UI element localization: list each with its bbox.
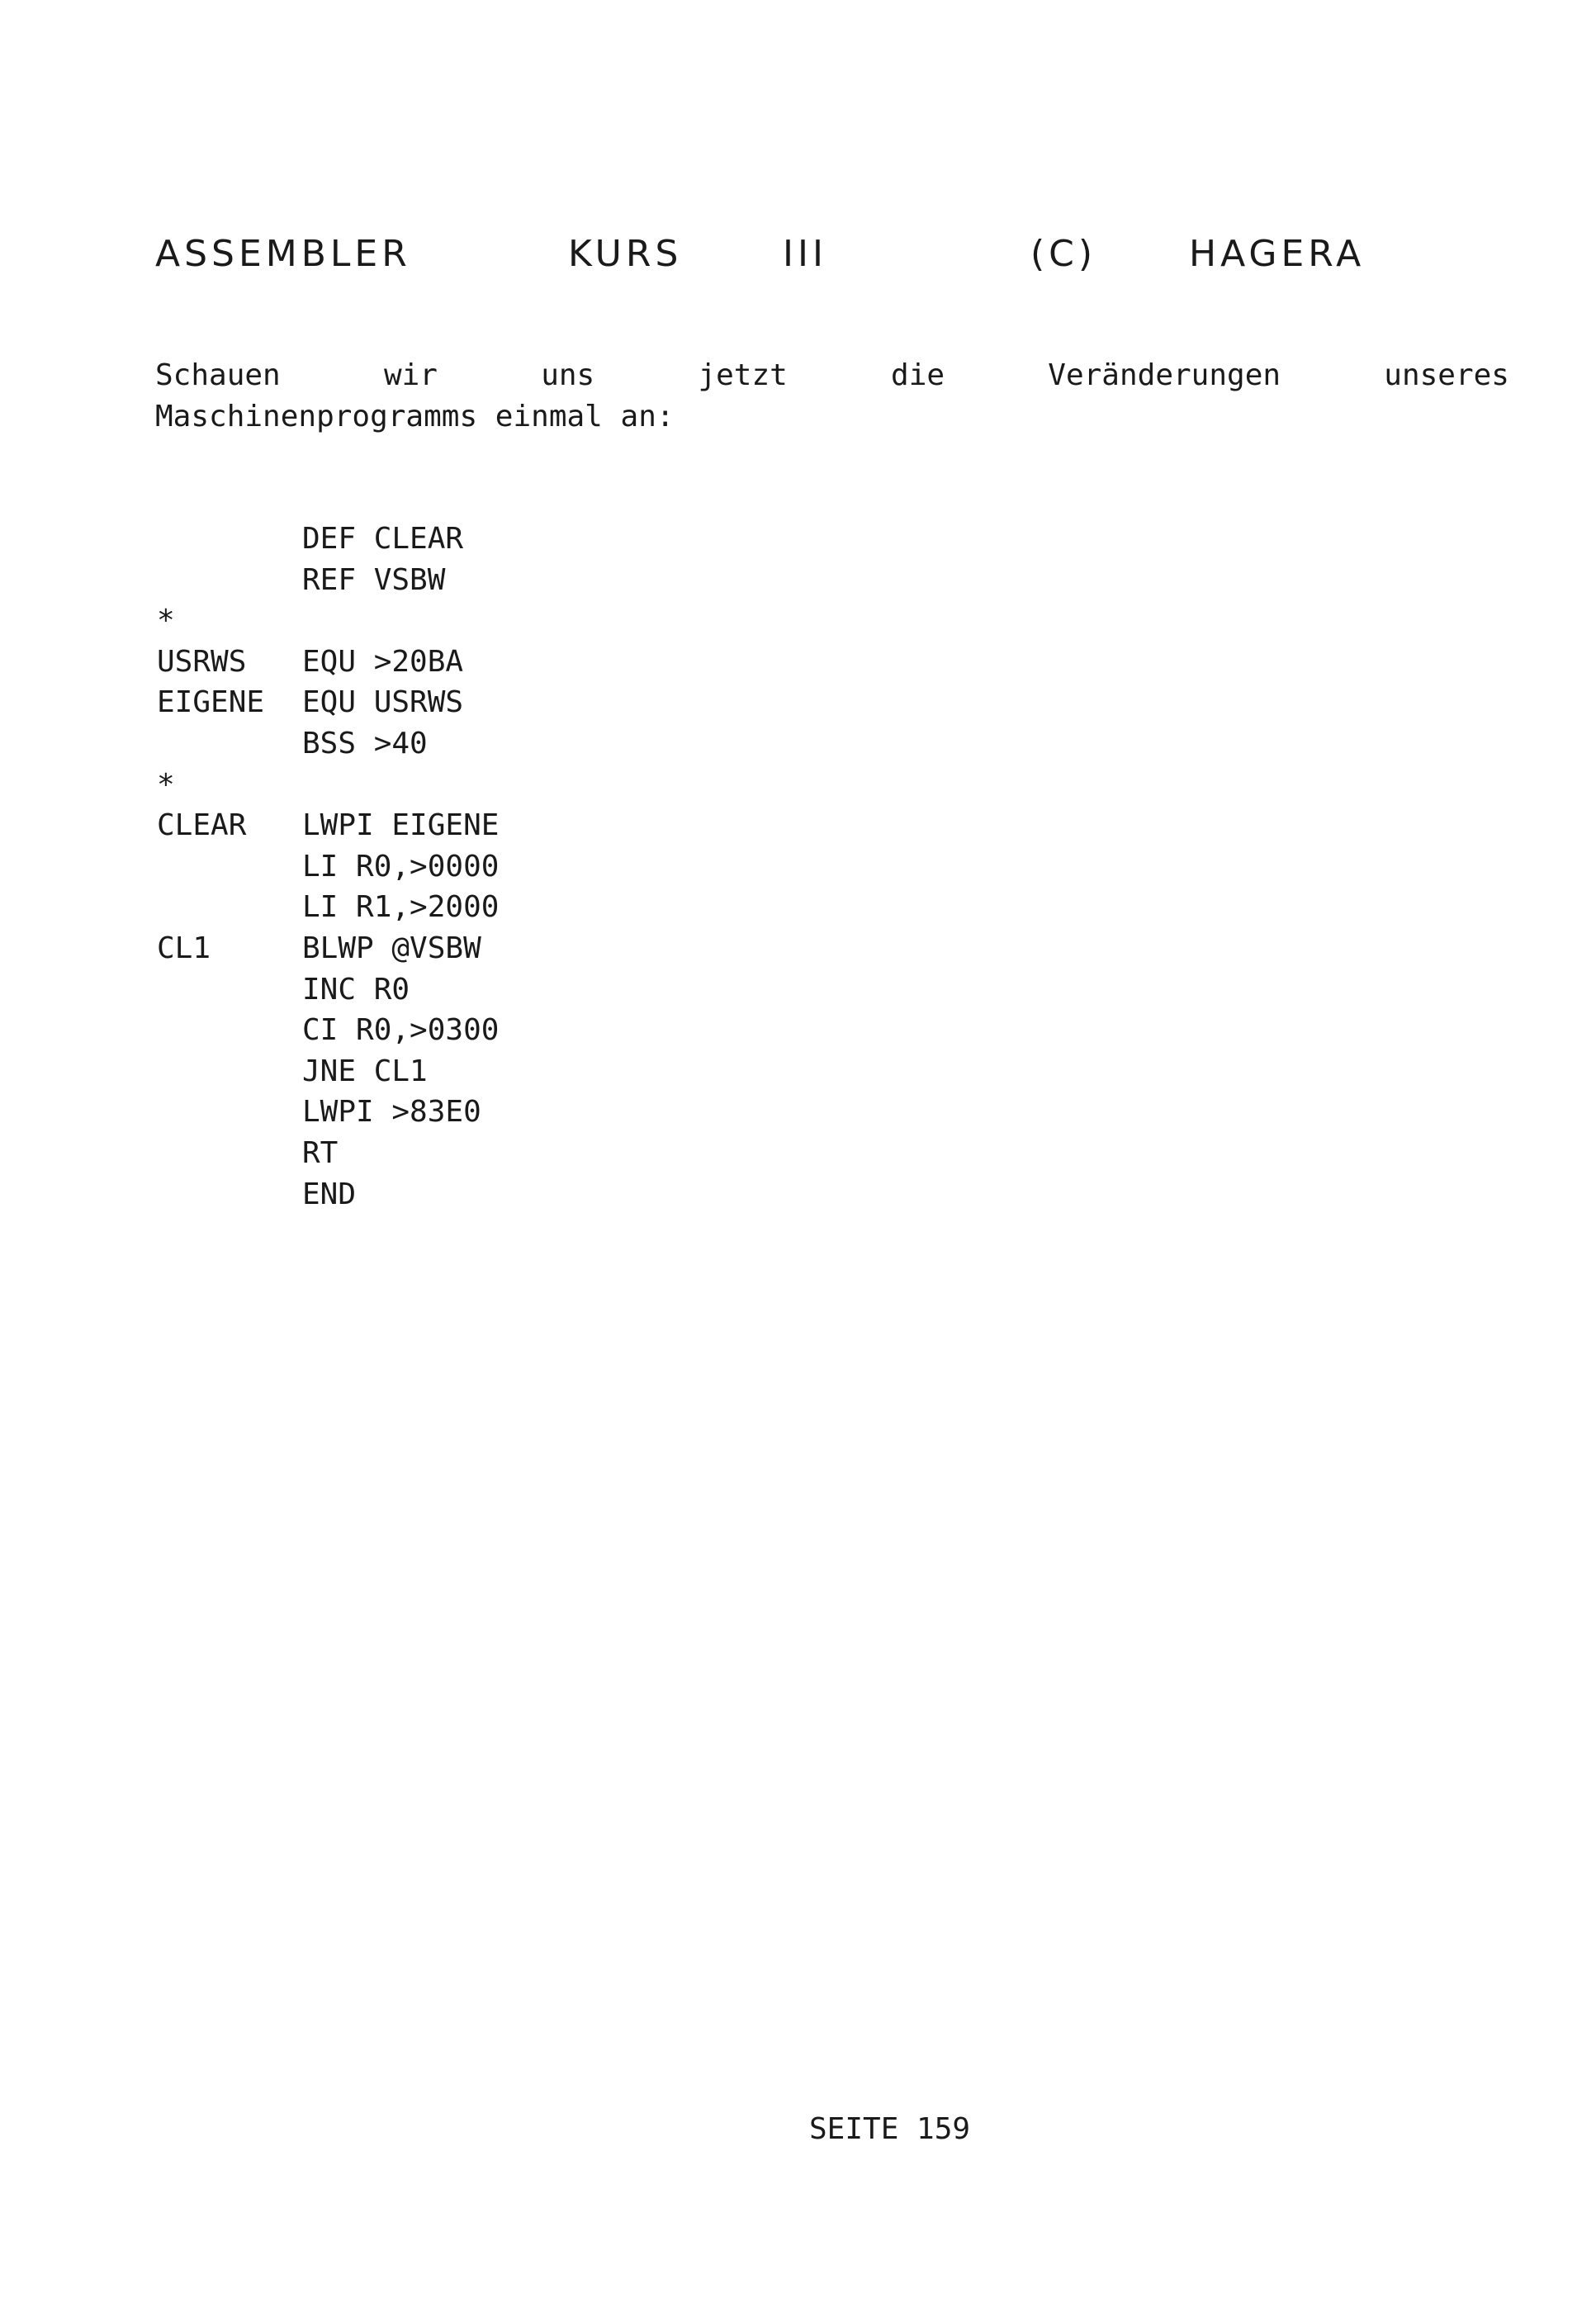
- header-author: HAGERA: [1189, 233, 1366, 275]
- header-volume: III: [783, 233, 827, 275]
- code-label: CL1: [157, 931, 211, 965]
- intro-word: unseres: [1384, 358, 1509, 392]
- code-instruction: END: [302, 1177, 357, 1211]
- code-label: EIGENE: [157, 685, 265, 720]
- code-instruction: LWPI >83E0: [302, 1095, 481, 1130]
- code-instruction: CI R0,>0300: [302, 1013, 500, 1048]
- intro-paragraph: [155, 355, 1509, 438]
- intro-word: jetzt: [698, 358, 788, 392]
- page-header: [155, 233, 1443, 274]
- code-instruction: EQU USRWS: [302, 685, 464, 720]
- header-kurs: KURS: [568, 233, 683, 275]
- header-copyright: (C): [1030, 233, 1097, 275]
- code-instruction: JNE CL1: [302, 1054, 428, 1088]
- code-label: CLEAR: [157, 808, 247, 843]
- code-instruction: LI R0,>0000: [302, 849, 500, 884]
- code-instruction: DEF CLEAR: [302, 522, 464, 556]
- intro-word: uns: [541, 358, 595, 392]
- intro-word: die: [891, 358, 945, 392]
- code-instruction: REF VSBW: [302, 562, 446, 597]
- page-number: SEITE 159: [809, 2112, 971, 2146]
- code-instruction: BSS >40: [302, 726, 428, 760]
- code-label: *: [157, 604, 175, 638]
- code-instruction: INC R0: [302, 972, 410, 1007]
- intro-word: Schauen: [155, 358, 281, 392]
- intro-line-2: Maschinenprogramms einmal an:: [155, 400, 675, 434]
- code-instruction: BLWP @VSBW: [302, 931, 481, 965]
- header-title: ASSEMBLER: [155, 233, 411, 275]
- code-label: *: [157, 767, 175, 802]
- code-instruction: EQU >20BA: [302, 644, 464, 679]
- code-instruction: LI R1,>2000: [302, 890, 500, 925]
- intro-word: wir: [383, 358, 438, 392]
- intro-line-1: [155, 355, 1509, 396]
- code-instruction: LWPI EIGENE: [302, 808, 500, 843]
- intro-word: Veränderungen: [1048, 358, 1281, 392]
- code-instruction: RT: [302, 1135, 339, 1170]
- code-label: USRWS: [157, 644, 247, 679]
